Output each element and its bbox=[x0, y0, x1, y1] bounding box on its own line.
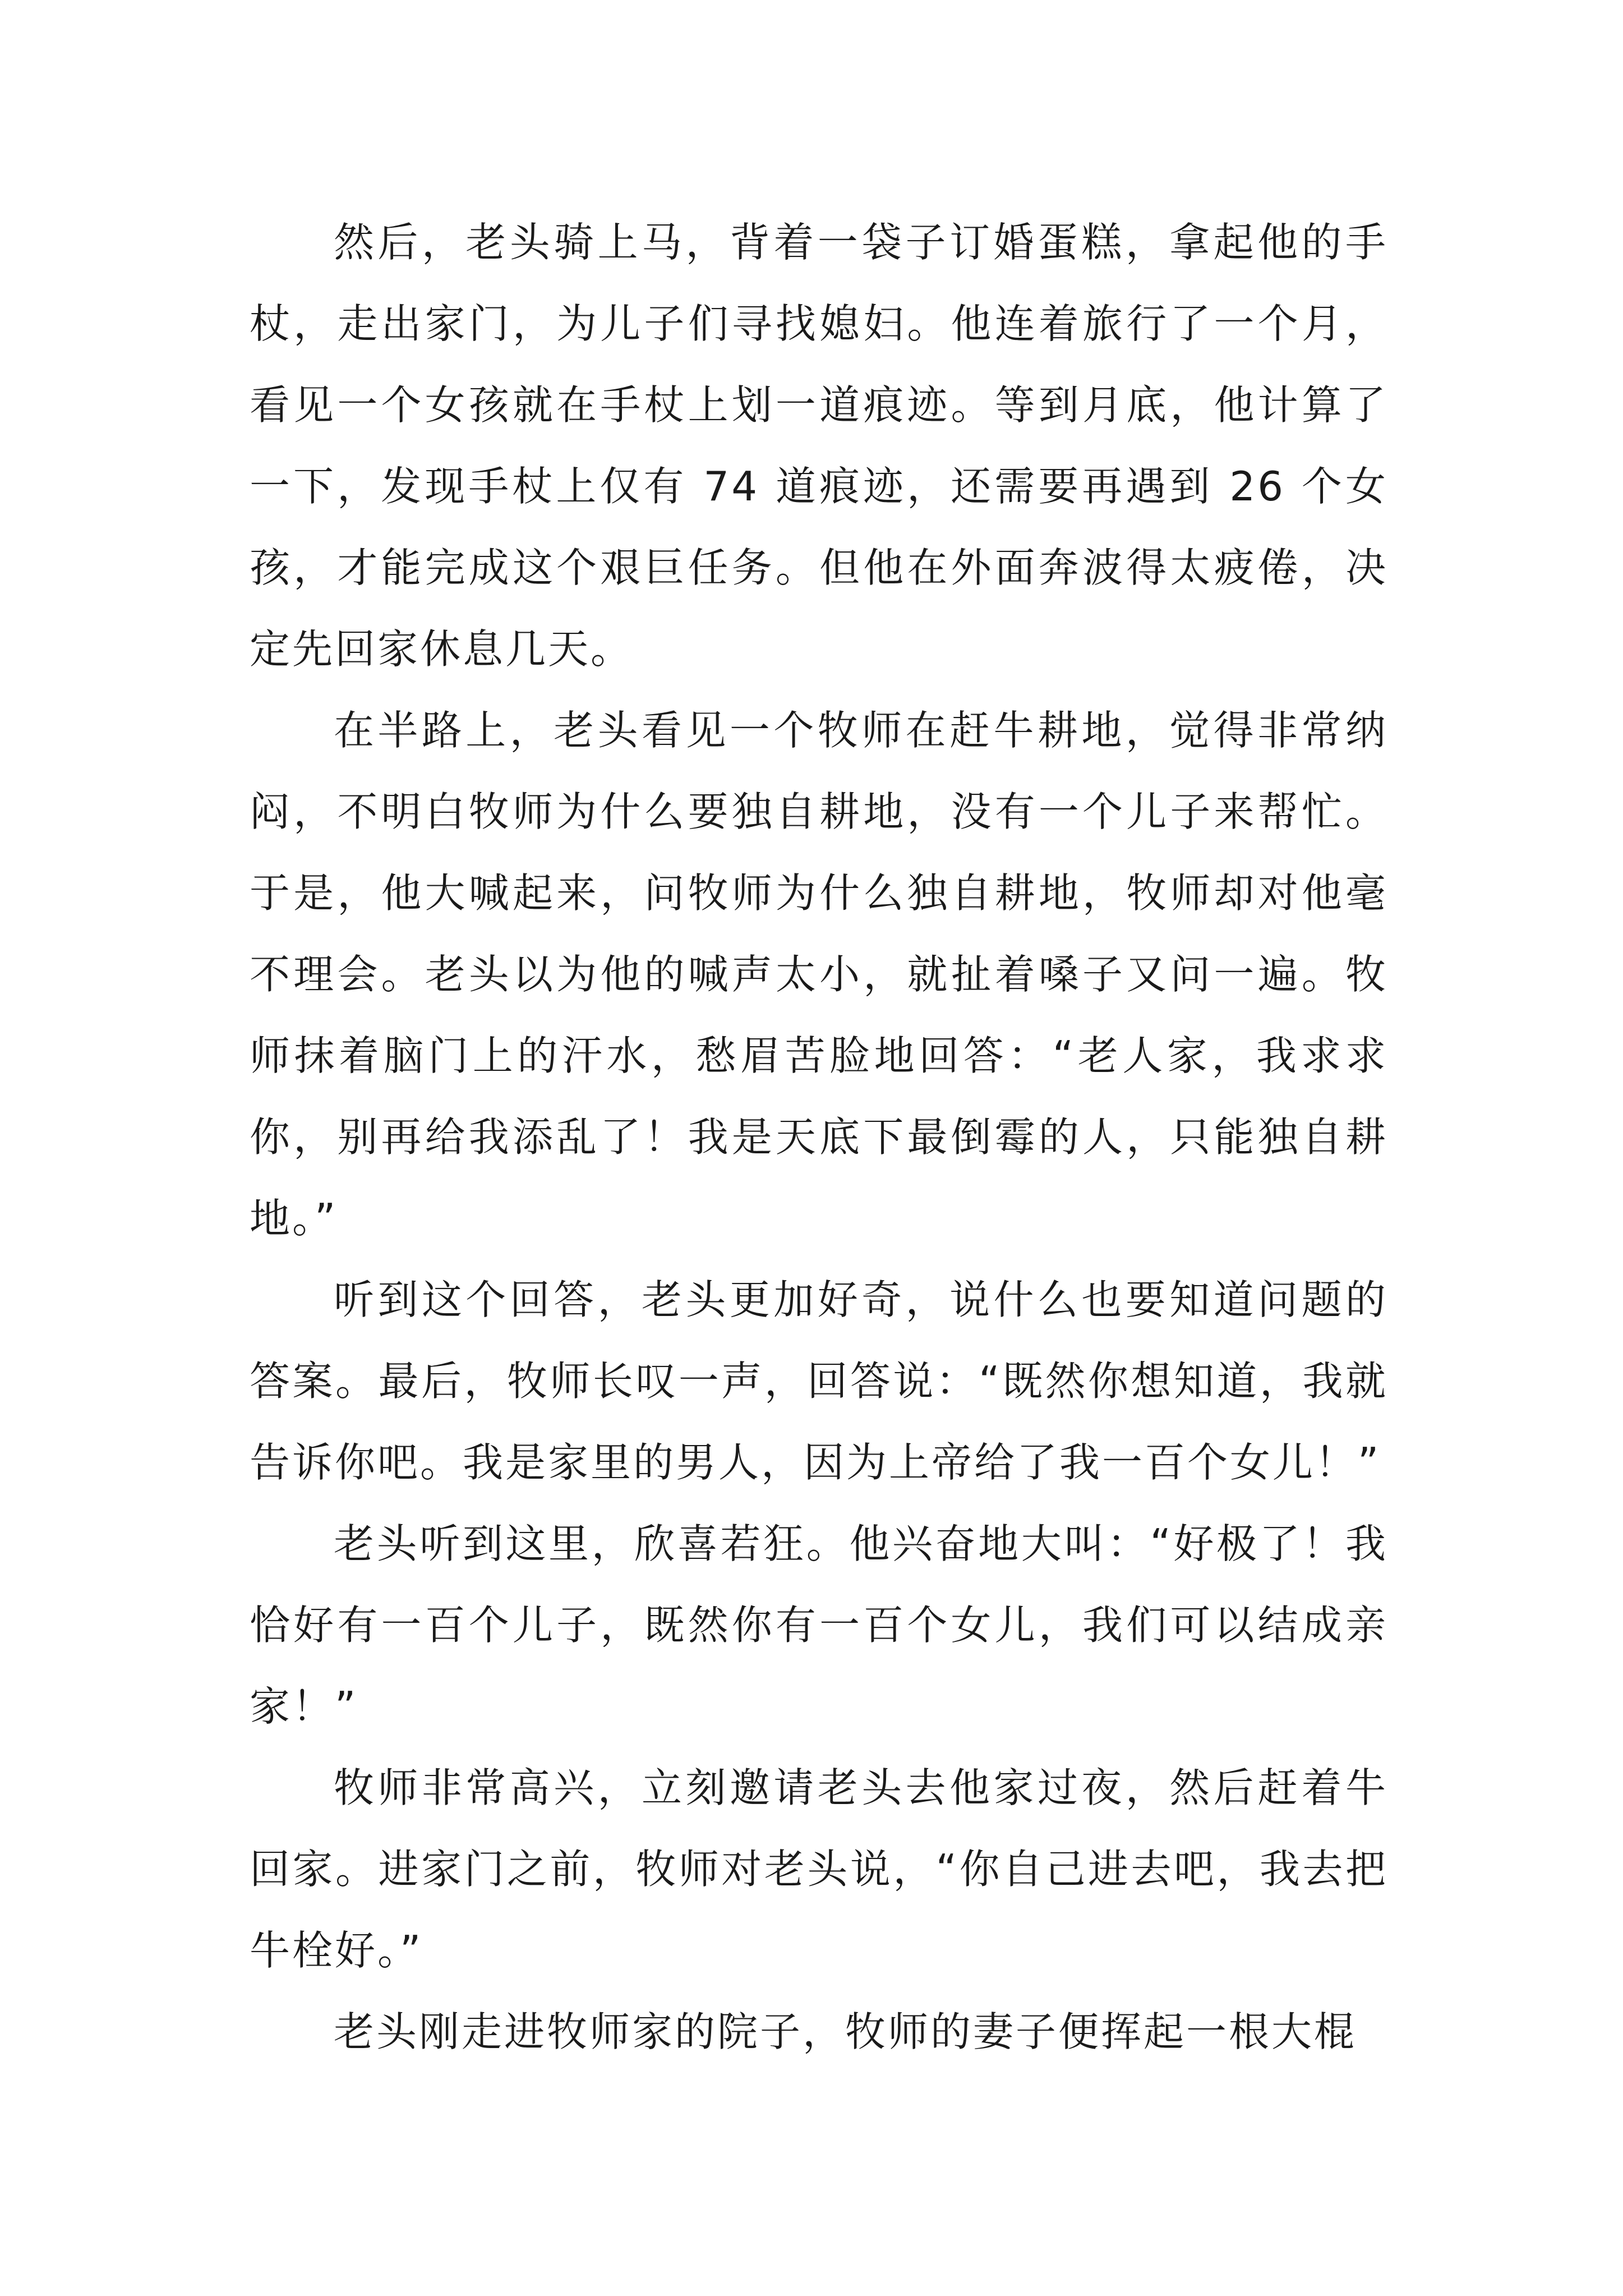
paragraph-2: 在半路上，老头看见一个牧师在赶牛耕地，觉得非常纳闷，不明白牧师为什么要独自耕地，没有一个儿子来帮忙。于是，他大喊起来，问牧师为什么独自耕地，牧师却对他毫不理会。老头以为他的喊声太小，就扯着嗓子又问一遍。牧师抹着脑门上的汗水，愁眉苦脸地回答：“老人家，我求求你，别再给我添乱了！我是天底下最倒霉的人，只能独自耕地。” bbox=[250, 707, 1388, 1242]
paragraph-6: 老头刚走进牧师家的院子，牧师的妻子便挥起一根大棍 bbox=[334, 2008, 1357, 2055]
paragraph-3: 听到这个回答，老头更加好奇，说什么也要知道问题的答案。最后，牧师长叹一声，回答说：“既然你想知道，我就告诉你吧。我是家里的男人，因为上帝给了我一百个女儿！” bbox=[250, 1276, 1388, 1486]
paragraph-1: 然后，老头骑上马，背着一袋子订婚蛋糕，拿起他的手杖，走出家门，为儿子们寻找媳妇。他连着旅行了一个月，看见一个女孩就在手杖上划一道痕迹。等到月底，他计算了一下，发现手杖上仅有 74 道痕迹，还需要再遇到 26 个女孩，才能完成这个艰巨任务。但他在外面奔波得太疲倦，决定先回家休息几天。 bbox=[250, 219, 1388, 673]
story-text bbox=[250, 202, 1388, 2073]
paragraph-5: 牧师非常高兴，立刻邀请老头去他家过夜，然后赶着牛回家。进家门之前，牧师对老头说，“你自己进去吧，我去把牛栓好。” bbox=[250, 1764, 1388, 1974]
paragraph-4: 老头听到这里，欣喜若狂。他兴奋地大叫：“好极了！我恰好有一百个儿子，既然你有一百个女儿，我们可以结成亲家！” bbox=[250, 1520, 1388, 1730]
